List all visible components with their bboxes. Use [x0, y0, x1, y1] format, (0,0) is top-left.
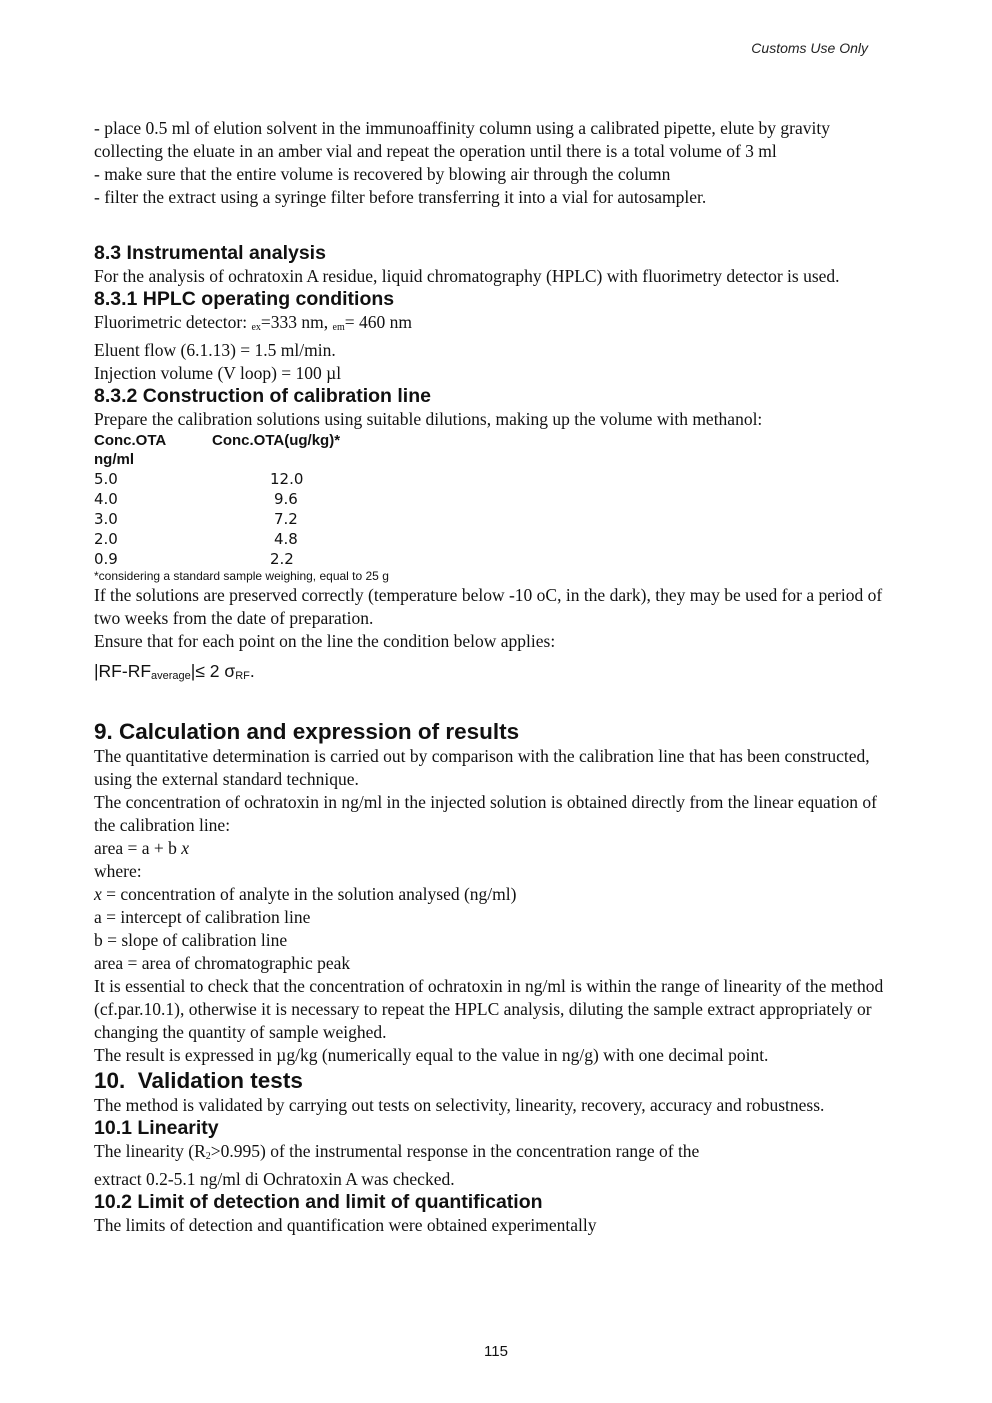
table-row — [94, 469, 900, 489]
definition-x-var: x — [94, 884, 102, 904]
section-9-para-2: The concentration of ochratoxin in ng/ml in the injected solution is obtained directly from the linear equation of the calibration line: — [94, 792, 877, 835]
definition-x — [94, 883, 900, 906]
equation-prefix: area = a + b — [94, 838, 182, 858]
section-10-heading: 10. Validation tests — [94, 1068, 303, 1093]
calibration-table — [94, 431, 900, 569]
section-10-2-heading: 10.2 Limit of detection and limit of quantification — [94, 1191, 543, 1213]
spacer — [94, 209, 900, 242]
page-number: 115 — [484, 1343, 508, 1360]
conc-ngml-cell: 2.0 — [94, 530, 118, 548]
table-header-row — [94, 431, 900, 450]
col1-header: Conc.OTA — [94, 432, 167, 449]
calibration-intro: Prepare the calibration solutions using suitable dilutions, making up the volume with methanol: — [94, 409, 763, 429]
detector-line — [94, 311, 900, 339]
section-10-text: The method is validated by carrying out tests on selectivity, linearity, recovery, accuracy and robustness. — [94, 1095, 825, 1115]
preservation-text: If the solutions are preserved correctly (temperature below -10 oC, in the dark), they may be used for a period of two weeks from the date of preparation. — [94, 585, 883, 628]
linearity-line-2: extract 0.2-5.1 ng/ml di Ochratoxin A was checked. — [94, 1169, 455, 1189]
definition-area: area = area of chromatographic peak — [94, 953, 351, 973]
page-content — [94, 117, 900, 1237]
formula-sub-rf: RF — [235, 670, 250, 682]
intro-line-2: - make sure that the entire volume is recovered by blowing air through the column — [94, 164, 671, 184]
definition-a: a = intercept of calibration line — [94, 907, 311, 927]
em-subscript: em — [332, 322, 345, 333]
section-8-3-2-heading: 8.3.2 Construction of calibration line — [94, 385, 431, 407]
col1-header-unit: ng/ml — [94, 451, 134, 468]
detector-prefix: Fluorimetric detector: — [94, 312, 252, 332]
section-9-para-4: The result is expressed in µg/kg (numerically equal to the value in ng/g) with one decimal point. — [94, 1045, 769, 1065]
table-row — [94, 509, 900, 529]
conc-ngml-cell: 5.0 — [94, 470, 118, 488]
ex-subscript: ex — [251, 322, 261, 333]
section-9-para-1: The quantitative determination is carried out by comparison with the calibration line that has been constructed, using the external standard technique. — [94, 746, 870, 789]
equation-variable: x — [181, 838, 190, 858]
conc-ugkg-cell: 12.0 — [270, 470, 304, 488]
section-10-1-heading: 10.1 Linearity — [94, 1117, 219, 1139]
section-8-3-heading: 8.3 Instrumental analysis — [94, 242, 326, 264]
conc-ngml-cell: 4.0 — [94, 490, 118, 508]
definition-b: b = slope of calibration line — [94, 930, 288, 950]
formula-sub-average: average — [151, 670, 191, 682]
conc-ugkg-cell: 2.2 — [270, 550, 294, 568]
linearity-text-a: The linearity (R — [94, 1141, 206, 1161]
rf-condition-formula — [94, 659, 900, 688]
calibration-equation — [94, 837, 900, 860]
r2-subscript: 2 — [205, 1151, 211, 1162]
table-header-unit-row — [94, 450, 900, 469]
linearity-text-b: >0.995) of the instrumental response in the concentration range of the — [210, 1141, 700, 1161]
table-row — [94, 529, 900, 549]
table-row — [94, 489, 900, 509]
injection-volume-line: Injection volume (V loop) = 100 µl — [94, 363, 342, 383]
section-8-3-text: For the analysis of ochratoxin A residue, liquid chromatography (HPLC) with fluorimetry detector is used. — [94, 266, 840, 286]
conc-ngml-cell: 0.9 — [94, 550, 118, 568]
intro-line-3: - filter the extract using a syringe filter before transferring it into a vial for autosampler. — [94, 187, 707, 207]
formula-part-c: . — [249, 661, 255, 681]
conc-ugkg-cell: 9.6 — [274, 490, 298, 508]
em-value: = 460 nm — [344, 312, 412, 332]
customs-use-only-note: Customs Use Only — [751, 40, 868, 56]
spacer — [94, 688, 900, 718]
section-9-heading: 9. Calculation and expression of results — [94, 719, 520, 744]
table-footnote: *considering a standard sample weighing, equal to 25 g — [94, 569, 389, 583]
formula-part-a: |RF-RF — [94, 661, 152, 681]
linearity-line-1 — [94, 1140, 900, 1168]
conc-ugkg-cell: 4.8 — [274, 530, 298, 548]
section-10-2-text: The limits of detection and quantification were obtained experimentally — [94, 1215, 597, 1235]
ex-value: =333 nm, — [260, 312, 333, 332]
eluent-flow-line: Eluent flow (6.1.13) = 1.5 ml/min. — [94, 340, 336, 360]
formula-part-b: |≤ 2 σ — [190, 661, 236, 681]
conc-ugkg-cell: 7.2 — [274, 510, 298, 528]
definition-x-text: = concentration of analyte in the solution analysed (ng/ml) — [101, 884, 517, 904]
table-row — [94, 549, 900, 569]
col2-header: Conc.OTA(ug/kg)* — [212, 432, 341, 449]
section-9-para-3: It is essential to check that the concentration of ochratoxin in ng/ml is within the range of linearity of the method (cf.par.10.1), otherwise it is necessary to repeat the HPLC analysis, diluting the sample extract appropriately or changing the quantity of sample weighed. — [94, 976, 884, 1042]
conc-ngml-cell: 3.0 — [94, 510, 118, 528]
condition-intro: Ensure that for each point on the line the condition below applies: — [94, 631, 556, 651]
intro-line-1: - place 0.5 ml of elution solvent in the immunoaffinity column using a calibrated pipette, elute by gravity collecting the eluate in an amber vial and repeat the operation until there is a total volume of 3 ml — [94, 118, 830, 161]
section-8-3-1-heading: 8.3.1 HPLC operating conditions — [94, 288, 395, 310]
where-label: where: — [94, 861, 142, 881]
